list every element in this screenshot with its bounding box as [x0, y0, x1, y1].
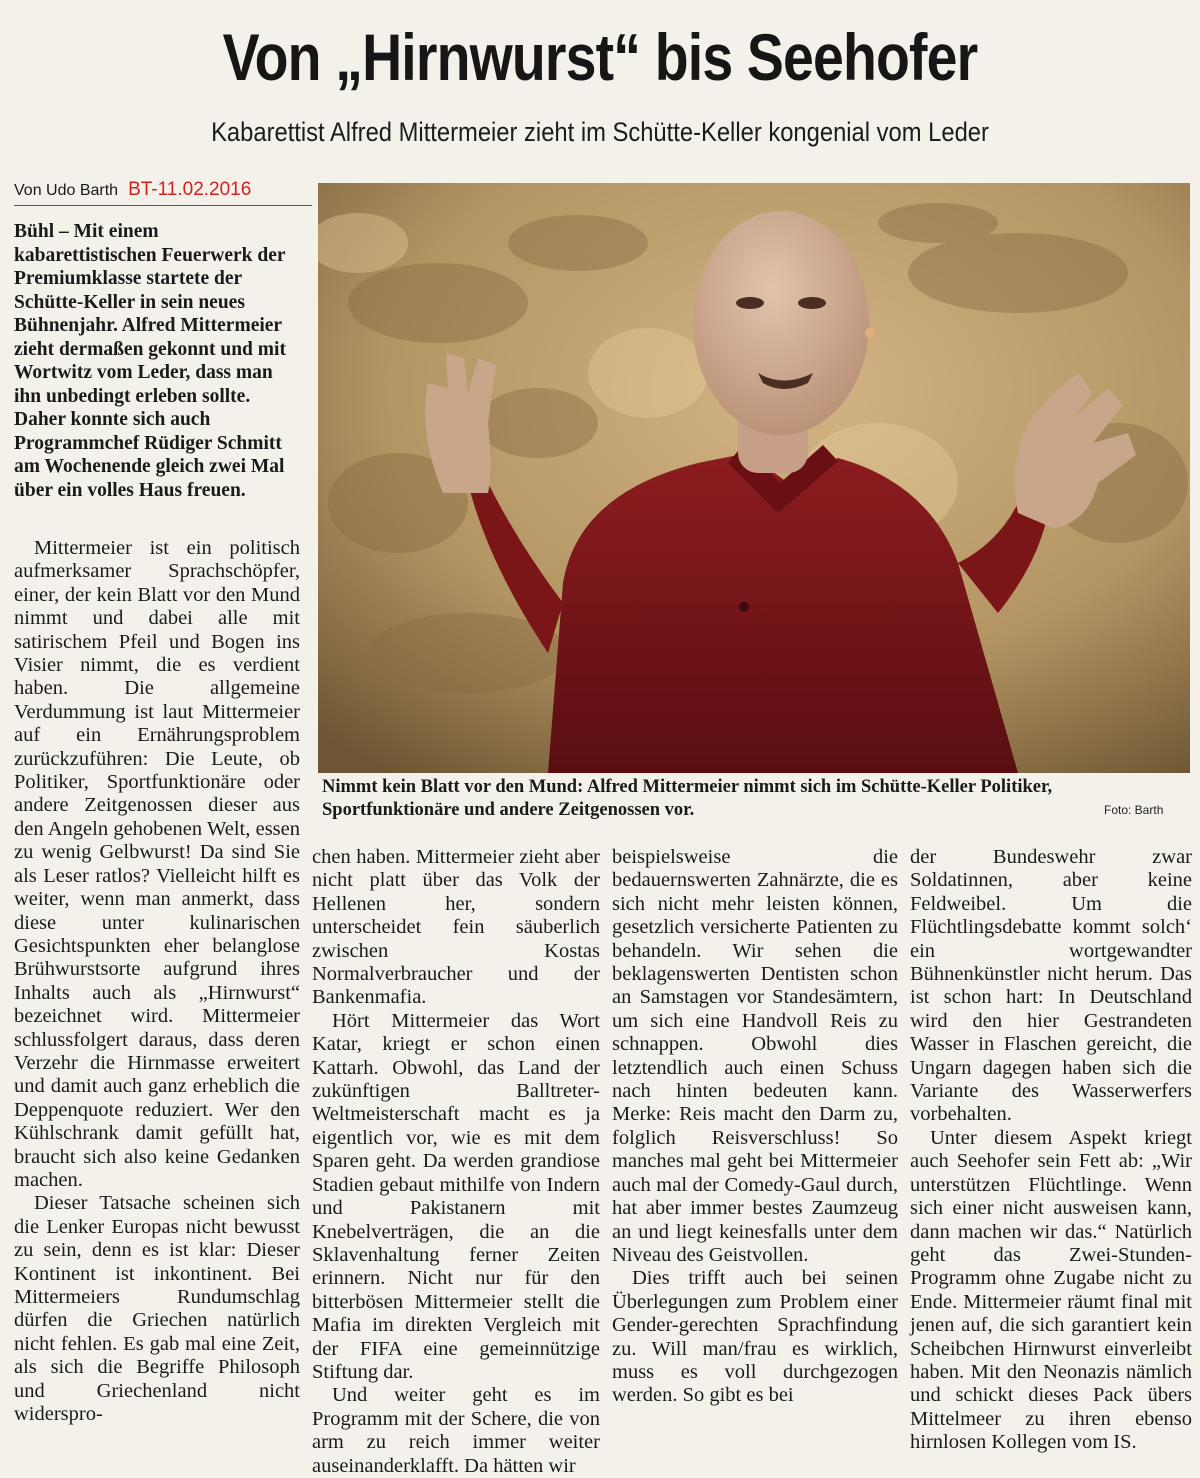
- button: [739, 602, 749, 612]
- article-column-1: [14, 537, 300, 1426]
- paragraph: Und weiter geht es im Programm mit der Schere, die von arm zu reich immer weiter auseinanderklafft. Da hätten wir: [312, 1384, 600, 1477]
- headset-mic: [865, 328, 875, 338]
- byline-divider: [14, 205, 312, 206]
- paragraph: chen haben. Mittermeier zieht aber nicht platt über das Volk der Hellenen her, sondern unterscheidet fein säuberlich zwischen Kostas Normalverbraucher und der Bankenmafia.: [312, 846, 600, 1009]
- headline: Von „Hirnwurst“ bis Seehofer: [222, 20, 978, 94]
- paragraph: Mittermeier ist ein politisch aufmerksamer Sprachschöpfer, einer, der kein Blatt vor den Mund nimmt und dabei alle mit satirischem Pfeil und Bogen ins Visier nimmt, die es verdient haben. Die allgemeine Verdummung ist laut Mittermeier auf ein Ernährungsproblem zurückzuführen: Die Leute, ob Politiker, Sportfunktionäre oder andere Zeitgenossen dieser aus den Angeln gehobenen Welt, essen zu wenig Gelbwurst! Da sind Sie als Leser ratlos? Vielleicht hilft es weiter, wenn man anmerkt, dass diese unter kulinarischen Gesichtspunkten eher belanglose Brühwurstsorte aufgrund ihres Inhalts auch als „Hirnwurst“ bezeichnet wird. Mittermeier schlussfolgert daraus, dass deren Verzehr die Hirnmasse erweitert und damit auch ganz erheblich die Deppenquote reduziert. Wer den Kühlschrank damit gefüllt hat, braucht sich also keine Gedanken machen.: [14, 537, 300, 1191]
- author-byline: Von Udo Barth: [14, 182, 119, 199]
- paragraph: der Bundeswehr zwar Soldatinnen, aber keine Feldweibel. Um die Flüchtlingsdebatte kommt solch‘ ein wortgewandter Bühnenkünstler nicht herum. Das ist schon hart: In Deutschland wird den hier Gestrandeten Wasser in Flaschen gereicht, die Ungarn dagegen haben sich die Variante des Wasserwerfers vorbehalten.: [910, 846, 1192, 1126]
- article-photo: [318, 183, 1190, 773]
- performer-photo-illustration: [318, 183, 1190, 773]
- paragraph: Hört Mittermeier das Wort Katar, kriegt er schon einen Kattarh. Obwohl, das Land der zukünftigen Balltreter-Weltmeisterschaft macht es ja eigentlich vor, wie es mit dem Sparen geht. Da werden grandiose Stadien gebaut mithilfe von Indern und Pakistanern mit Knebelverträgen, die an die Sklavenhaltung ferner Zeiten erinnern. Nicht nur für den bitterbösen Mittermeier stellt die Mafia im direkten Vergleich mit der FIFA eine gemeinnützige Stiftung dar.: [312, 1009, 600, 1383]
- paragraph: Dieser Tatsache scheinen sich die Lenker Europas nicht bewusst zu sein, denn es ist klar: Dieser Kontinent ist inkontinent. Bei Mittermeiers Rundumschlag dürfen die Griechen natürlich nicht fehlen. Es gab mal eine Zeit, als sich die Begriffe Philosoph und Griechenland nicht widerspro-: [14, 1192, 300, 1426]
- subheadline: Kabarettist Alfred Mittermeier zieht im Schütte-Keller kongenial vom Leder: [211, 117, 989, 147]
- paragraph: Unter diesem Aspekt kriegt auch Seehofer sein Fett ab: „Wir unterstützen Flüchtlinge. Wenn sich einer nicht ausweisen kann, dann machen wir das.“ Natürlich geht das Zwei-Stunden-Programm ohne Zugabe nicht zu Ende. Mittermeier räumt final mit jenen auf, die sich garantiert kein Scheibchen Hirnwurst einverleibt haben. Mit den Neonazis nämlich und schickt dieses Pack übers Mittelmeer zu ihren ebenso hirnlosen Kollegen vom IS.: [910, 1126, 1192, 1454]
- lead-paragraph: Bühl – Mit einem kabarettistischen Feuerwerk der Premiumklasse startete der Schütte-Keller in sein neues Bühnenjahr. Alfred Mittermeier zieht dermaßen gekonnt und mit Wortwitz vom Leder, dass man ihn unbedingt erleben sollte. Daher konnte sich auch Programmchef Rüdiger Schmitt am Wochenende gleich zwei Mal über ein volles Haus freuen.: [14, 221, 286, 501]
- article-column-3: [612, 846, 898, 1408]
- byline-row: [14, 176, 314, 204]
- head: [693, 211, 869, 435]
- article-column-2: [312, 846, 600, 1478]
- paragraph: beispielsweise die bedauernswerten Zahnärzte, die es sich nicht mehr leisten können, gesetzlich versicherte Patienten zu behandeln. Wir sehen die beklagenswerten Dentisten schon an Samstagen vor Standesämtern, um sich eine Handvoll Reis zu schnappen. Obwohl dies letztendlich auch einen Schuss nach hinten bedeuten kann. Merke: Reis macht den Darm zu, folglich Reisverschluss! So manches mal geht bei Mittermeier auch mal der Comedy-Gaul durch, hat aber immer bestes Zaumzeug an und liegt keinesfalls unter dem Niveau des Geistvollen.: [612, 846, 898, 1266]
- article-column-4: [910, 846, 1192, 1455]
- paragraph: Dies trifft auch bei seinen Überlegungen zum Problem einer Gender-gerechten Sprachfindung zu. Will man/frau es wirklich, muss es voll durchgezogen werden. So gibt es bei: [612, 1267, 898, 1407]
- photo-credit: Foto: Barth: [1104, 803, 1164, 817]
- photo-caption: Nimmt kein Blatt vor den Mund: Alfred Mittermeier nimmt sich im Schütte-Keller Politiker, Sportfunktionäre und andere Zeitgenossen vor.: [322, 777, 1053, 820]
- date-stamp: BT-11.02.2016: [128, 179, 252, 200]
